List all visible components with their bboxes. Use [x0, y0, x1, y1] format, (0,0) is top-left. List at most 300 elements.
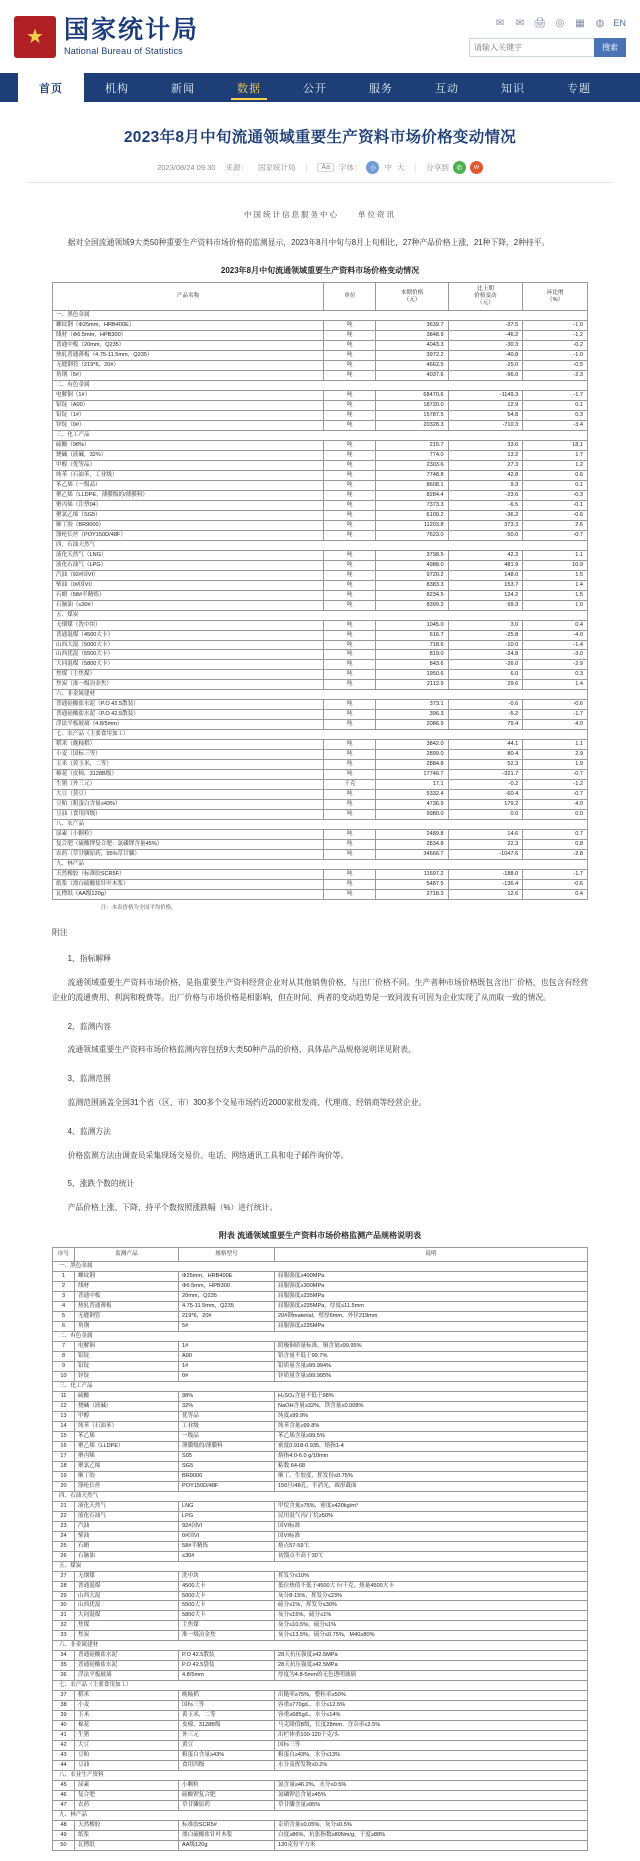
pct-change: -2.9 — [523, 660, 588, 670]
price-change: -50.0 — [448, 530, 523, 540]
spec-description: 民用混气丙/丁烷≥50% — [275, 1511, 588, 1521]
table-row — [53, 720, 588, 730]
price-change: -25.0 — [448, 360, 523, 370]
spec-description: 屈服强度≥400MPa — [275, 1272, 588, 1282]
monitored-product: 焦炭 — [75, 1631, 179, 1641]
spec-model: 漂白硫酸盐针叶木浆 — [179, 1831, 275, 1841]
price-change: -30.3 — [448, 340, 523, 350]
current-price: 4043.3 — [376, 340, 448, 350]
current-price: 15787.5 — [376, 410, 448, 420]
group-label: 二、有色金属 — [53, 1331, 588, 1341]
product-name: 汽油（92#国VI） — [53, 570, 324, 580]
row-number: 26 — [53, 1551, 75, 1561]
spec-description: 灰分≤13.5%，硫分≤0.75%，M40≥80% — [275, 1631, 588, 1641]
monitored-product: 烧碱（液碱） — [75, 1401, 179, 1411]
price-change: -96.0 — [448, 370, 523, 380]
font-size-small[interactable]: 小 — [366, 161, 379, 174]
price-change: -23.6 — [448, 490, 523, 500]
product-name: 线材（Φ6.5mm，HPB300） — [53, 330, 324, 340]
mail-icon[interactable]: ✉ — [495, 17, 505, 29]
table-row — [53, 1301, 588, 1311]
th-current-price: 本期价格 （元） — [376, 283, 448, 311]
spec-description: 国VI标准 — [275, 1531, 588, 1541]
wechat-icon[interactable]: ✆ — [453, 161, 466, 174]
current-price: 2303.6 — [376, 460, 448, 470]
spec-model: 5500大卡 — [179, 1601, 275, 1611]
source-value: 国家统计局 — [257, 163, 296, 173]
spec-description: 顺丁、生胶度，挥发份≤0.75% — [275, 1471, 588, 1481]
table-row — [53, 480, 588, 490]
current-price: 3798.5 — [376, 550, 448, 560]
monitored-product: 生猪 — [75, 1731, 179, 1741]
table-row — [53, 550, 588, 560]
font-size-label: 字体： — [338, 163, 362, 173]
pct-change: 4.0 — [523, 720, 588, 730]
pct-change: 0.7 — [523, 830, 588, 840]
table-group-row — [53, 1331, 588, 1341]
product-unit: 吨 — [324, 360, 376, 370]
spec-model: 粗蛋白含量≥43% — [179, 1751, 275, 1761]
product-name: 铝锭（A00） — [53, 400, 324, 410]
current-price: 9980.0 — [376, 810, 448, 820]
spec-model: SG5 — [179, 1461, 275, 1471]
pct-change: 1.4 — [523, 580, 588, 590]
product-unit: 吨 — [324, 830, 376, 840]
monitored-product: 硫酸 — [75, 1391, 179, 1401]
table-row — [53, 1371, 588, 1381]
table-row — [53, 1281, 588, 1291]
spec-description: 灰分≤15%，硫分≤1% — [275, 1611, 588, 1621]
row-number: 6 — [53, 1321, 75, 1331]
table-row — [53, 1721, 588, 1731]
pct-change: 1.9 — [523, 760, 588, 770]
spec-description: 锌质量含量≥99.995% — [275, 1371, 588, 1381]
spec-description: 挥发分≤10% — [275, 1571, 588, 1581]
pct-change: -0.6 — [523, 510, 588, 520]
product-name: 纯苯（石油苯，工业级） — [53, 470, 324, 480]
current-price: 3842.0 — [376, 740, 448, 750]
spec-model: 92#国VI — [179, 1521, 275, 1531]
monitored-product: 焦煤 — [75, 1621, 179, 1631]
product-unit: 吨 — [324, 500, 376, 510]
current-price: 4037.6 — [376, 370, 448, 380]
group-label: 四、石油天然气 — [53, 1491, 588, 1501]
product-unit: 吨 — [324, 680, 376, 690]
spec-description: 硫分≤1%，挥发分≤30% — [275, 1601, 588, 1611]
current-price: 68470.6 — [376, 390, 448, 400]
row-number: 50 — [53, 1841, 75, 1851]
pct-change: -0.7 — [523, 770, 588, 780]
product-unit: 吨 — [324, 840, 376, 850]
printer-icon[interactable]: 🖨 — [533, 17, 547, 29]
current-price: 843.6 — [376, 660, 448, 670]
table-group-row — [53, 730, 588, 740]
note-paragraph: 流通领域重要生产资料市场价格，是指重要生产资料经营企业对从其他销售价格，与出厂价格不同。生产者种市场价格既包含出厂价格，也包含有经营企业的流通费用、利润和税费等。出厂价格与市场价格是相影响，但在时间、两者的变动趋势是一致同波有可因为企业实现了从而取一致的情况。 — [52, 977, 588, 1002]
row-number: 23 — [53, 1521, 75, 1531]
table-row — [53, 330, 588, 340]
price-change: 44.1 — [448, 740, 523, 750]
product-unit: 吨 — [324, 660, 376, 670]
pct-change: -2.8 — [523, 850, 588, 860]
note-section-heading: 2、监测内容 — [67, 1021, 111, 1031]
row-number: 47 — [53, 1801, 75, 1811]
table-row — [53, 1511, 588, 1521]
spec-description: 苯乙烯含量≥99.5% — [275, 1431, 588, 1441]
nav-item-news[interactable]: 新闻 — [171, 82, 195, 95]
qrcode-icon[interactable]: ▦ — [575, 17, 585, 29]
product-name: 玉米（黄玉米，二等） — [53, 760, 324, 770]
font-size-large[interactable]: 大 — [396, 163, 405, 173]
nav-item-data[interactable]: 数据 — [216, 73, 282, 102]
table2-header-row — [53, 1248, 588, 1262]
spec-model: 0#国VI — [179, 1531, 275, 1541]
spec-description: 厚度为4.8-5mm的无色透明玻璃 — [275, 1671, 588, 1681]
spec-model: 标准胶SCR5# — [179, 1821, 275, 1831]
spec-description: 灰分8-15%，挥发分≤23% — [275, 1591, 588, 1601]
monitored-product: 铅锭 — [75, 1361, 179, 1371]
price-change: 99.3 — [448, 600, 523, 610]
spec-model: 小颗粒 — [179, 1781, 275, 1791]
row-number: 31 — [53, 1611, 75, 1621]
table-row — [53, 1761, 588, 1771]
spec-description: 28天抗压强度≥42.5MPa — [275, 1661, 588, 1671]
group-label: 九、林产品 — [53, 860, 588, 870]
price-change: 9.3 — [448, 480, 523, 490]
row-number: 7 — [53, 1341, 75, 1351]
table-row — [53, 1591, 588, 1601]
product-unit: 吨 — [324, 700, 376, 710]
pct-change: -1.4 — [523, 640, 588, 650]
current-price: 6109.2 — [376, 510, 448, 520]
weibo-icon[interactable]: w — [470, 161, 483, 174]
spec-description: 草甘膦含量≥95% — [275, 1801, 588, 1811]
monitored-product: 玉米 — [75, 1711, 179, 1721]
pct-change: 4.0 — [523, 800, 588, 810]
pct-change: 0.1 — [523, 480, 588, 490]
table-row — [53, 1831, 588, 1841]
product-unit: 吨 — [324, 420, 376, 430]
product-name: 电解铜（1#） — [53, 390, 324, 400]
product-unit: 吨 — [324, 510, 376, 520]
table-row — [53, 890, 588, 900]
nav-item-service[interactable]: 服务 — [369, 82, 393, 95]
pct-change: -1.2 — [523, 330, 588, 340]
spec-model: 5# — [179, 1321, 275, 1331]
nav-item-home[interactable]: 首页 — [18, 73, 84, 102]
th-spec-model: 规格型号 — [179, 1248, 275, 1262]
nav-item-interaction[interactable]: 互动 — [435, 82, 459, 95]
monitored-product: 铝锭 — [75, 1351, 179, 1361]
current-price: 7623.0 — [376, 530, 448, 540]
row-number: 41 — [53, 1731, 75, 1741]
current-price: 4662.5 — [376, 360, 448, 370]
table-group-row — [53, 430, 588, 440]
table-group-row — [53, 820, 588, 830]
envelope-icon[interactable]: ✉ — [515, 17, 525, 29]
product-unit: 吨 — [324, 350, 376, 360]
table-row — [53, 1311, 588, 1321]
row-number: 46 — [53, 1791, 75, 1801]
monitored-product: 石脑油 — [75, 1551, 179, 1561]
table-row — [53, 520, 588, 530]
note-section-heading: 3、监测范围 — [67, 1074, 111, 1084]
rss-icon[interactable]: ◎ — [555, 17, 565, 29]
price-change: -5.2 — [448, 710, 523, 720]
spec-model: P.O 42.5袋装 — [179, 1661, 275, 1671]
table-row — [53, 1272, 588, 1282]
monitored-product: 大豆 — [75, 1741, 179, 1751]
price-change: 27.3 — [448, 460, 523, 470]
table-row — [53, 1391, 588, 1401]
table-group-row — [53, 1381, 588, 1391]
product-unit: 吨 — [324, 650, 376, 660]
meta-divider: | — [305, 163, 308, 173]
monitored-product: 聚丙烯 — [75, 1451, 179, 1461]
price-change: -321.7 — [448, 770, 523, 780]
pct-change: -3.0 — [523, 650, 588, 660]
pct-change: -1.0 — [523, 350, 588, 360]
current-price: 8383.3 — [376, 580, 448, 590]
spec-model: 外三元 — [179, 1731, 275, 1741]
note-paragraph: 监测范围涵盖全国31个省（区、市）300多个交易市场约近2000家批发商、代理商、经销商等经营企业。 — [67, 1097, 427, 1107]
current-price: 774.0 — [376, 450, 448, 460]
product-name: 大同混煤（5800大卡） — [53, 660, 324, 670]
table-row — [53, 340, 588, 350]
monitored-product: 普通中板 — [75, 1291, 179, 1301]
current-price: 9720.2 — [376, 570, 448, 580]
product-name: 无烟煤（洗中块） — [53, 620, 324, 630]
product-name: 顺丁胶（BR9000） — [53, 520, 324, 530]
font-size-badge: Aa — [317, 163, 334, 172]
table-group-row — [53, 1561, 588, 1571]
product-unit: 吨 — [324, 590, 376, 600]
price-change: -710.3 — [448, 420, 523, 430]
current-price: 2112.9 — [376, 680, 448, 690]
table-row — [53, 1581, 588, 1591]
brand-title-en: National Bureau of Statistics — [64, 46, 183, 57]
nav-item-organization[interactable]: 机构 — [105, 82, 129, 95]
table-row — [53, 1711, 588, 1721]
product-unit: 吨 — [324, 890, 376, 900]
monitored-product: 角钢 — [75, 1321, 179, 1331]
pct-change: 0.3 — [523, 670, 588, 680]
price-change: 42.3 — [448, 550, 523, 560]
current-price: 8399.2 — [376, 600, 448, 610]
spec-description: 密度0.918-0.935，熔指1-4 — [275, 1441, 588, 1451]
search-box — [469, 38, 626, 57]
current-price: 2884.8 — [376, 760, 448, 770]
table-row — [53, 1481, 588, 1491]
price-change: -24.8 — [448, 650, 523, 660]
pct-change: 0.4 — [523, 890, 588, 900]
row-number: 40 — [53, 1721, 75, 1731]
price-change: 12.9 — [448, 400, 523, 410]
spec-description: 熔点57-59℃ — [275, 1541, 588, 1551]
row-number: 44 — [53, 1761, 75, 1771]
brand-title-cn: 国家统计局 — [64, 15, 200, 44]
nav-item-open[interactable]: 公开 — [303, 82, 327, 95]
th-description: 说明 — [275, 1248, 588, 1262]
product-name: 农药（草甘膦原药，95%草甘膦） — [53, 850, 324, 860]
group-label: 六、非金属建材 — [53, 690, 588, 700]
note-paragraph: 产品价格上涨、下降、持平个数按照涨跌幅（%）进行统计。 — [67, 1203, 278, 1213]
row-number: 2 — [53, 1281, 75, 1291]
row-number: 18 — [53, 1461, 75, 1471]
language-link[interactable]: EN — [613, 18, 626, 28]
product-unit: 千克 — [324, 780, 376, 790]
table-row — [53, 1441, 588, 1451]
spec-description: 水分及挥发物≤0.2% — [275, 1761, 588, 1771]
price-change: -60.4 — [448, 790, 523, 800]
table-row — [53, 630, 588, 640]
spec-model: 5800大卡 — [179, 1611, 275, 1621]
pct-change: 0.4 — [523, 620, 588, 630]
pct-change: 18.1 — [523, 440, 588, 450]
row-number: 14 — [53, 1421, 75, 1431]
table-row — [53, 650, 588, 660]
table-row — [53, 1741, 588, 1751]
product-unit: 吨 — [324, 630, 376, 640]
product-name: 尿素（小颗粒） — [53, 830, 324, 840]
product-unit: 吨 — [324, 321, 376, 331]
table-row — [53, 390, 588, 400]
spec-model: 晚籼稻 — [179, 1691, 275, 1701]
price-change: -0.6 — [448, 700, 523, 710]
group-label: 一、黑色金属 — [53, 311, 588, 321]
pct-change: -0.6 — [523, 700, 588, 710]
current-price: 2086.9 — [376, 720, 448, 730]
table-group-row — [53, 1811, 588, 1821]
product-name: 无缝钢管（219*6，20#） — [53, 360, 324, 370]
product-unit: 吨 — [324, 760, 376, 770]
product-name: 生猪（外三元） — [53, 780, 324, 790]
price-change: 79.4 — [448, 720, 523, 730]
search-input[interactable] — [469, 38, 594, 57]
current-price: 1950.6 — [376, 670, 448, 680]
table-row — [53, 580, 588, 590]
header-icon-row — [493, 17, 626, 30]
spec-description: 阴极铜质量标准，铜含量≥99.95% — [275, 1341, 588, 1351]
pct-change: 0.0 — [523, 810, 588, 820]
product-name: 天然橡胶（标准胶SCR5F） — [53, 870, 324, 880]
site-brand[interactable] — [14, 16, 199, 58]
row-number: 38 — [53, 1701, 75, 1711]
spec-description: 初馏点不高于30℃ — [275, 1551, 588, 1561]
product-unit: 吨 — [324, 330, 376, 340]
spec-description: 屈服强度≥235MPa — [275, 1291, 588, 1301]
row-number: 3 — [53, 1291, 75, 1301]
current-price: 215.7 — [376, 440, 448, 450]
table-row — [53, 1291, 588, 1301]
monitored-product: 甲醇 — [75, 1411, 179, 1421]
price-change: 33.6 — [448, 440, 523, 450]
spec-model: 准一级冶金焦 — [179, 1631, 275, 1641]
spec-model: 食用四级 — [179, 1761, 275, 1771]
pct-change: -1.7 — [523, 710, 588, 720]
nav-item-knowledge[interactable]: 知识 — [501, 82, 525, 95]
table-row — [53, 1551, 588, 1561]
row-number: 45 — [53, 1781, 75, 1791]
product-unit: 吨 — [324, 570, 376, 580]
current-price: 4736.9 — [376, 800, 448, 810]
product-unit: 吨 — [324, 530, 376, 540]
table-row — [53, 770, 588, 780]
spec-model: 4.8/5mm — [179, 1671, 275, 1681]
current-price: 819.0 — [376, 650, 448, 660]
search-button[interactable]: 搜索 — [594, 38, 626, 57]
row-number: 36 — [53, 1671, 75, 1681]
spec-model: P.O 42.5散装 — [179, 1651, 275, 1661]
row-number: 48 — [53, 1821, 75, 1831]
spec-description: 纯苯含量≥99.8% — [275, 1421, 588, 1431]
spec-description: 20#钢material，壁厚6mm，外径219mm — [275, 1311, 588, 1321]
spec-description: 出栏体重100-120千克/头 — [275, 1731, 588, 1741]
row-number: 19 — [53, 1471, 75, 1481]
monitored-product: 天然橡胶 — [75, 1821, 179, 1831]
nav-item-topics[interactable]: 专题 — [567, 82, 591, 95]
table-row — [53, 570, 588, 580]
spec-description: 铅质量含量≥99.994% — [275, 1361, 588, 1371]
pct-change: -4.0 — [523, 630, 588, 640]
article-meta — [26, 161, 614, 183]
current-price: 8608.1 — [376, 480, 448, 490]
spec-description: 容重≥770g/L，水分≤12.5% — [275, 1701, 588, 1711]
monitored-product: 液化天然气 — [75, 1501, 179, 1511]
product-unit: 吨 — [324, 470, 376, 480]
current-price: 20328.3 — [376, 420, 448, 430]
table-row — [53, 800, 588, 810]
current-price: 3639.7 — [376, 321, 448, 331]
row-number: 39 — [53, 1711, 75, 1721]
row-number: 12 — [53, 1401, 75, 1411]
spec-model: 1# — [179, 1341, 275, 1351]
table-row — [53, 370, 588, 380]
font-size-medium[interactable]: 中 — [384, 163, 392, 173]
spec-model: BR9000 — [179, 1471, 275, 1481]
price-change: -46.2 — [448, 330, 523, 340]
table-group-row — [53, 690, 588, 700]
table-row — [53, 1471, 588, 1481]
spec-model: ≤30# — [179, 1551, 275, 1561]
monitored-product: 浮法平板玻璃 — [75, 1671, 179, 1681]
product-name: 小麦（国标三等） — [53, 750, 324, 760]
product-name: 瓦楞纸（AA级120g） — [53, 890, 324, 900]
product-unit: 吨 — [324, 640, 376, 650]
product-name: 普通混煤（4500大卡） — [53, 630, 324, 640]
monitored-product: 普通硅酸盐水泥 — [75, 1651, 179, 1661]
current-price: 2489.8 — [376, 830, 448, 840]
product-unit: 吨 — [324, 810, 376, 820]
price-change: -1149.3 — [448, 390, 523, 400]
product-unit: 吨 — [324, 490, 376, 500]
table-row — [53, 500, 588, 510]
note-paragraph: 流通领域重要生产资料市场价格监测内容包括9大类50种产品的价格，具体品产品规格说明详见附表。 — [67, 1045, 416, 1055]
pct-change: -0.5 — [523, 360, 588, 370]
current-price: 17746.7 — [376, 770, 448, 780]
monitored-product: 稻米 — [75, 1691, 179, 1701]
monitored-product: 复合肥 — [75, 1791, 179, 1801]
product-unit: 吨 — [324, 440, 376, 450]
table-row — [53, 1661, 588, 1671]
table-row — [53, 1601, 588, 1611]
table-row — [53, 470, 588, 480]
site-header — [0, 0, 640, 73]
price-change: 52.3 — [448, 760, 523, 770]
table-row — [53, 1361, 588, 1371]
monitored-product: 涤纶长丝 — [75, 1481, 179, 1491]
globe-icon[interactable]: ◍ — [595, 17, 605, 29]
spec-model: 主焦煤 — [179, 1621, 275, 1631]
